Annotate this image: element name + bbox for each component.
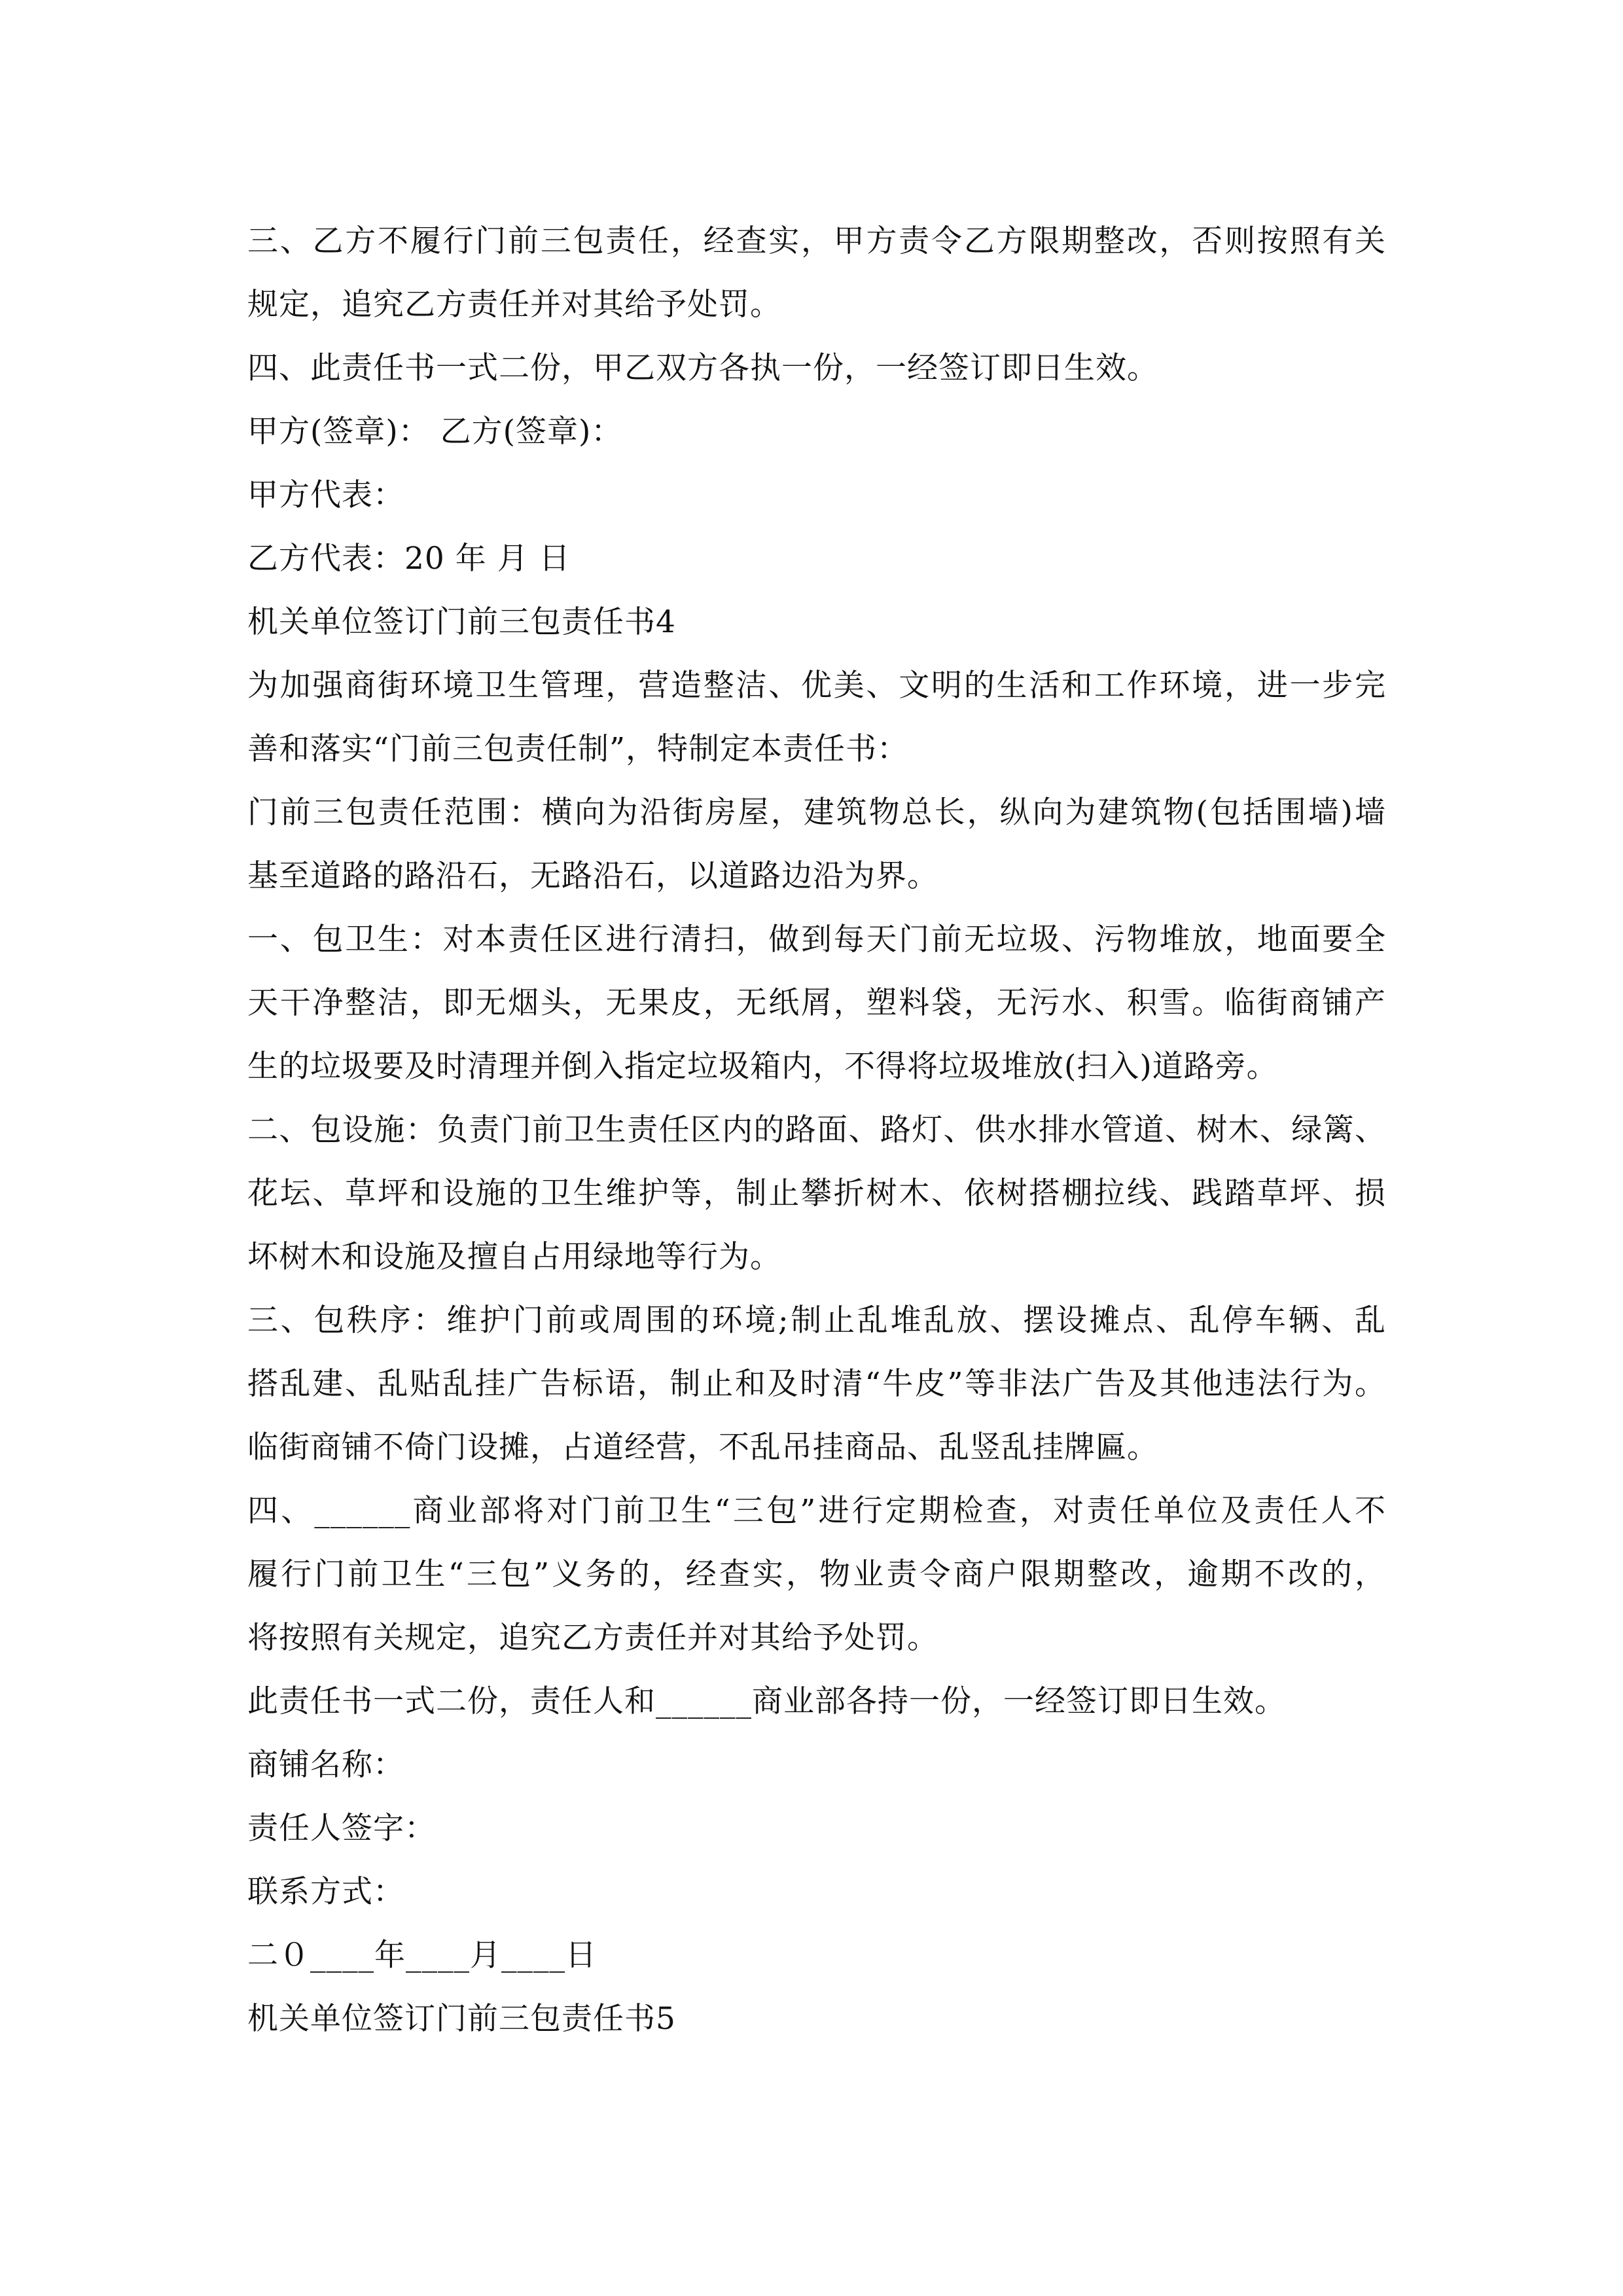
section-title: 机关单位签订门前三包责任书5 xyxy=(247,2001,676,2037)
text-line: 善和落实“门前三包责任制”，特制定本责任书： xyxy=(247,731,909,767)
representative-line: 甲方代表： xyxy=(247,477,404,513)
text-line: 一、包卫生：对本责任区进行清扫，做到每天门前无垃圾、污物堆放，地面要全 xyxy=(247,922,1386,958)
text-line: 坏树木和设施及擅自占用绿地等行为。 xyxy=(247,1239,781,1275)
text-line: 三、乙方不履行门前三包责任，经查实，甲方责令乙方限期整改，否则按照有关 xyxy=(247,223,1386,259)
signature-line: 甲方(签章)： 乙方(签章)： xyxy=(247,414,623,450)
shop-name-field: 商铺名称： xyxy=(247,1747,404,1783)
text-line: 三、包秩序：维护门前或周围的环境;制止乱堆乱放、摆设摊点、乱停车辆、乱 xyxy=(247,1302,1386,1338)
text-line: 规定，追究乙方责任并对其给予处罚。 xyxy=(247,287,781,323)
section-title: 机关单位签订门前三包责任书4 xyxy=(247,604,676,640)
date-line: 二０____年____月____日 xyxy=(247,1937,597,1973)
text-line: 搭乱建、乱贴乱挂广告标语，制止和及时清“牛皮”等非法广告及其他违法行为。 xyxy=(247,1366,1386,1402)
contact-field: 联系方式： xyxy=(247,1874,404,1910)
text-line: 为加强商街环境卫生管理，营造整洁、优美、文明的生活和工作环境，进一步完 xyxy=(247,668,1386,704)
text-line: 四、______商业部将对门前卫生“三包”进行定期检查，对责任单位及责任人不 xyxy=(247,1493,1386,1529)
text-line: 二、包设施：负责门前卫生责任区内的路面、路灯、供水排水管道、树木、绿篱、 xyxy=(247,1112,1386,1148)
text-line: 四、此责任书一式二份，甲乙双方各执一份，一经签订即日生效。 xyxy=(247,350,1158,386)
text-line: 天干净整洁，即无烟头，无果皮，无纸屑，塑料袋，无污水、积雪。临街商铺产 xyxy=(247,985,1386,1021)
text-line: 履行门前卫生“三包”义务的，经查实，物业责令商户限期整改，逾期不改的， xyxy=(247,1556,1386,1592)
text-line: 基至道路的路沿石，无路沿石，以道路边沿为界。 xyxy=(247,858,938,894)
document-page xyxy=(247,209,1386,2051)
responsible-signature-field: 责任人签字： xyxy=(247,1810,436,1846)
text-line: 生的垃圾要及时清理并倒入指定垃圾箱内，不得将垃圾堆放(扫入)道路旁。 xyxy=(247,1049,1278,1085)
text-line: 门前三包责任范围：横向为沿街房屋，建筑物总长，纵向为建筑物(包括围墙)墙 xyxy=(247,795,1386,831)
text-line: 此责任书一式二份，责任人和______商业部各持一份，一经签订即日生效。 xyxy=(247,1683,1286,1719)
text-line: 花坛、草坪和设施的卫生维护等，制止攀折树木、依树搭棚拉线、践踏草坪、损 xyxy=(247,1175,1386,1211)
text-line: 将按照有关规定，追究乙方责任并对其给予处罚。 xyxy=(247,1620,938,1656)
text-line: 临街商铺不倚门设摊，占道经营，不乱吊挂商品、乱竖乱挂牌匾。 xyxy=(247,1429,1158,1465)
representative-date-line: 乙方代表：20 年 月 日 xyxy=(247,541,571,577)
